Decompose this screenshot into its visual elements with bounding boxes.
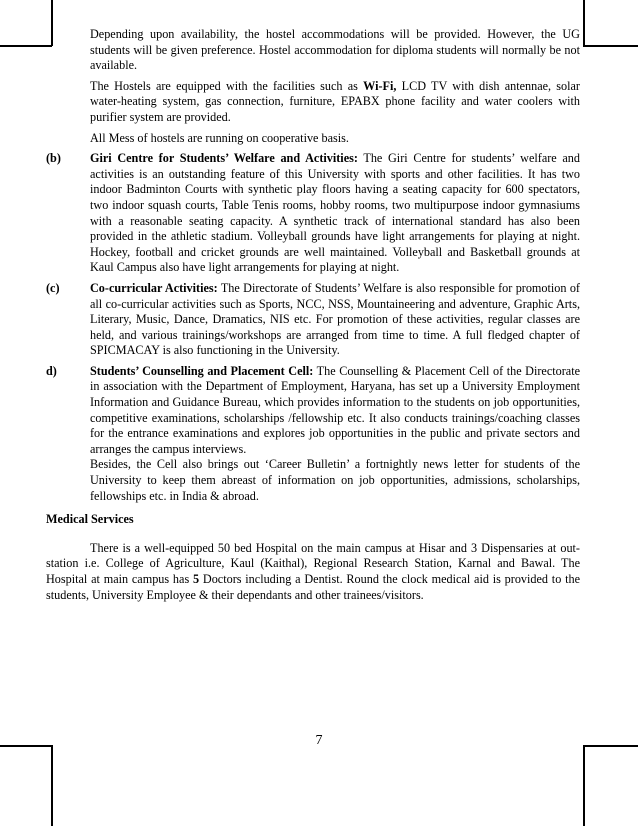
item-text: The Directorate of Students’ Welfare is also responsible for promotion of all co-curricular activities such as Sports, NCC, NSS, Mountaineering and adventure, Graphic Arts, Literary, Music, Dance, Dramatics, NIS etc. For promotion of these activities, regular classes are held, and various trainings/workshops are arranged from time to time. A full fledged chapter of SPICMACAY is also functioning in the University.	[90, 280, 580, 358]
document-page	[46, 27, 580, 608]
hostel-facilities-text-1: The Hostels are equipped with the facilities such as	[90, 78, 364, 93]
career-bulletin-text: Besides, the Cell also brings out ‘Career Bulletin’ a fortnightly news letter for students of the University to keep them abreast of information on job opportunities, admissions, scholarships, fellowships etc. in India & abroad.	[90, 457, 580, 503]
item-body	[90, 364, 580, 504]
crop-mark	[583, 745, 585, 826]
crop-mark	[583, 0, 585, 46]
mess-paragraph: All Mess of hostels are running on cooperative basis.	[90, 130, 349, 145]
wifi-text: Wi-Fi,	[363, 78, 397, 93]
medical-text-2: Doctors including a Dentist. Round the clock medical aid is provided to the students, University Employee & their dependants and other trainees/visitors.	[46, 572, 580, 602]
section-heading-medical: Medical Services	[46, 512, 134, 527]
medical-paragraph	[46, 541, 580, 603]
item-title: Giri Centre for Students’ Welfare and Activities:	[90, 151, 358, 166]
item-body	[90, 151, 580, 276]
item-title: Students’ Counselling and Placement Cell:	[90, 363, 314, 378]
crop-mark	[583, 45, 638, 47]
item-label: (b)	[46, 151, 61, 166]
hostel-facilities-text-2: LCD TV with dish antennae, solar water-heating system, gas connection, furniture, EPABX phone facility and water coolers with purifier system are provided.	[90, 78, 580, 124]
list-item-counselling-cell	[46, 364, 580, 504]
list-item-co-curricular	[46, 281, 580, 359]
item-text: The Giri Centre for students’ welfare and activities is an outstanding feature of this University with sports and other facilities. It has two indoor Badminton Courts with synthetic play floors having a seating capacity for 600 spectators, two indoor squash courts, Table Tenis rooms, hobby rooms, two multipurpose indoor gymnasiums with a reasonable seating capacity. A synthetic track of international standard has also been provided in the athletic stadium. Volleyball grounds have light arrangements for playing at night. Hockey, football and cricket grounds are well maintained. Volleyball and Basketball grounds at Kaul Campus also have light arrangements for playing at night.	[90, 151, 580, 275]
crop-mark	[0, 45, 52, 47]
hostel-availability-paragraph: Depending upon availability, the hostel accommodations will be provided. However, the UG students will be given preference. Hostel accommodation for diploma students will normally be not available.	[90, 27, 580, 73]
hostel-facilities-paragraph	[46, 79, 580, 126]
item-label: d)	[46, 363, 57, 378]
medical-text-1: There is a well-equipped 50 bed Hospital on the main campus at Hisar and 3 Dispensaries at out-station i.e. College of Agriculture, Kaul (Kaithal), Regional Research Station, Karnal and Bawal. The Hospital at main campus has	[46, 540, 580, 586]
list-item-giri-centre	[46, 151, 580, 276]
item-body	[90, 281, 580, 359]
item-label: (c)	[46, 280, 60, 295]
item-text: The Counselling & Placement Cell of the Directorate in association with the Department of Employment, Haryana, has set up a University Employment Information and Guidance Bureau, which provides information to the students on job opportunities, competitive examinations, scholarships /fellowship etc. It also conducts trainings/coaching classes for the entrance examinations and explores job opportunities in the public and private sectors and arranges the campus interviews.	[90, 363, 580, 456]
crop-mark	[51, 745, 53, 826]
item-title: Co-curricular Activities:	[90, 280, 218, 295]
doctor-count: 5	[193, 572, 200, 586]
page-number: 7	[315, 733, 323, 748]
